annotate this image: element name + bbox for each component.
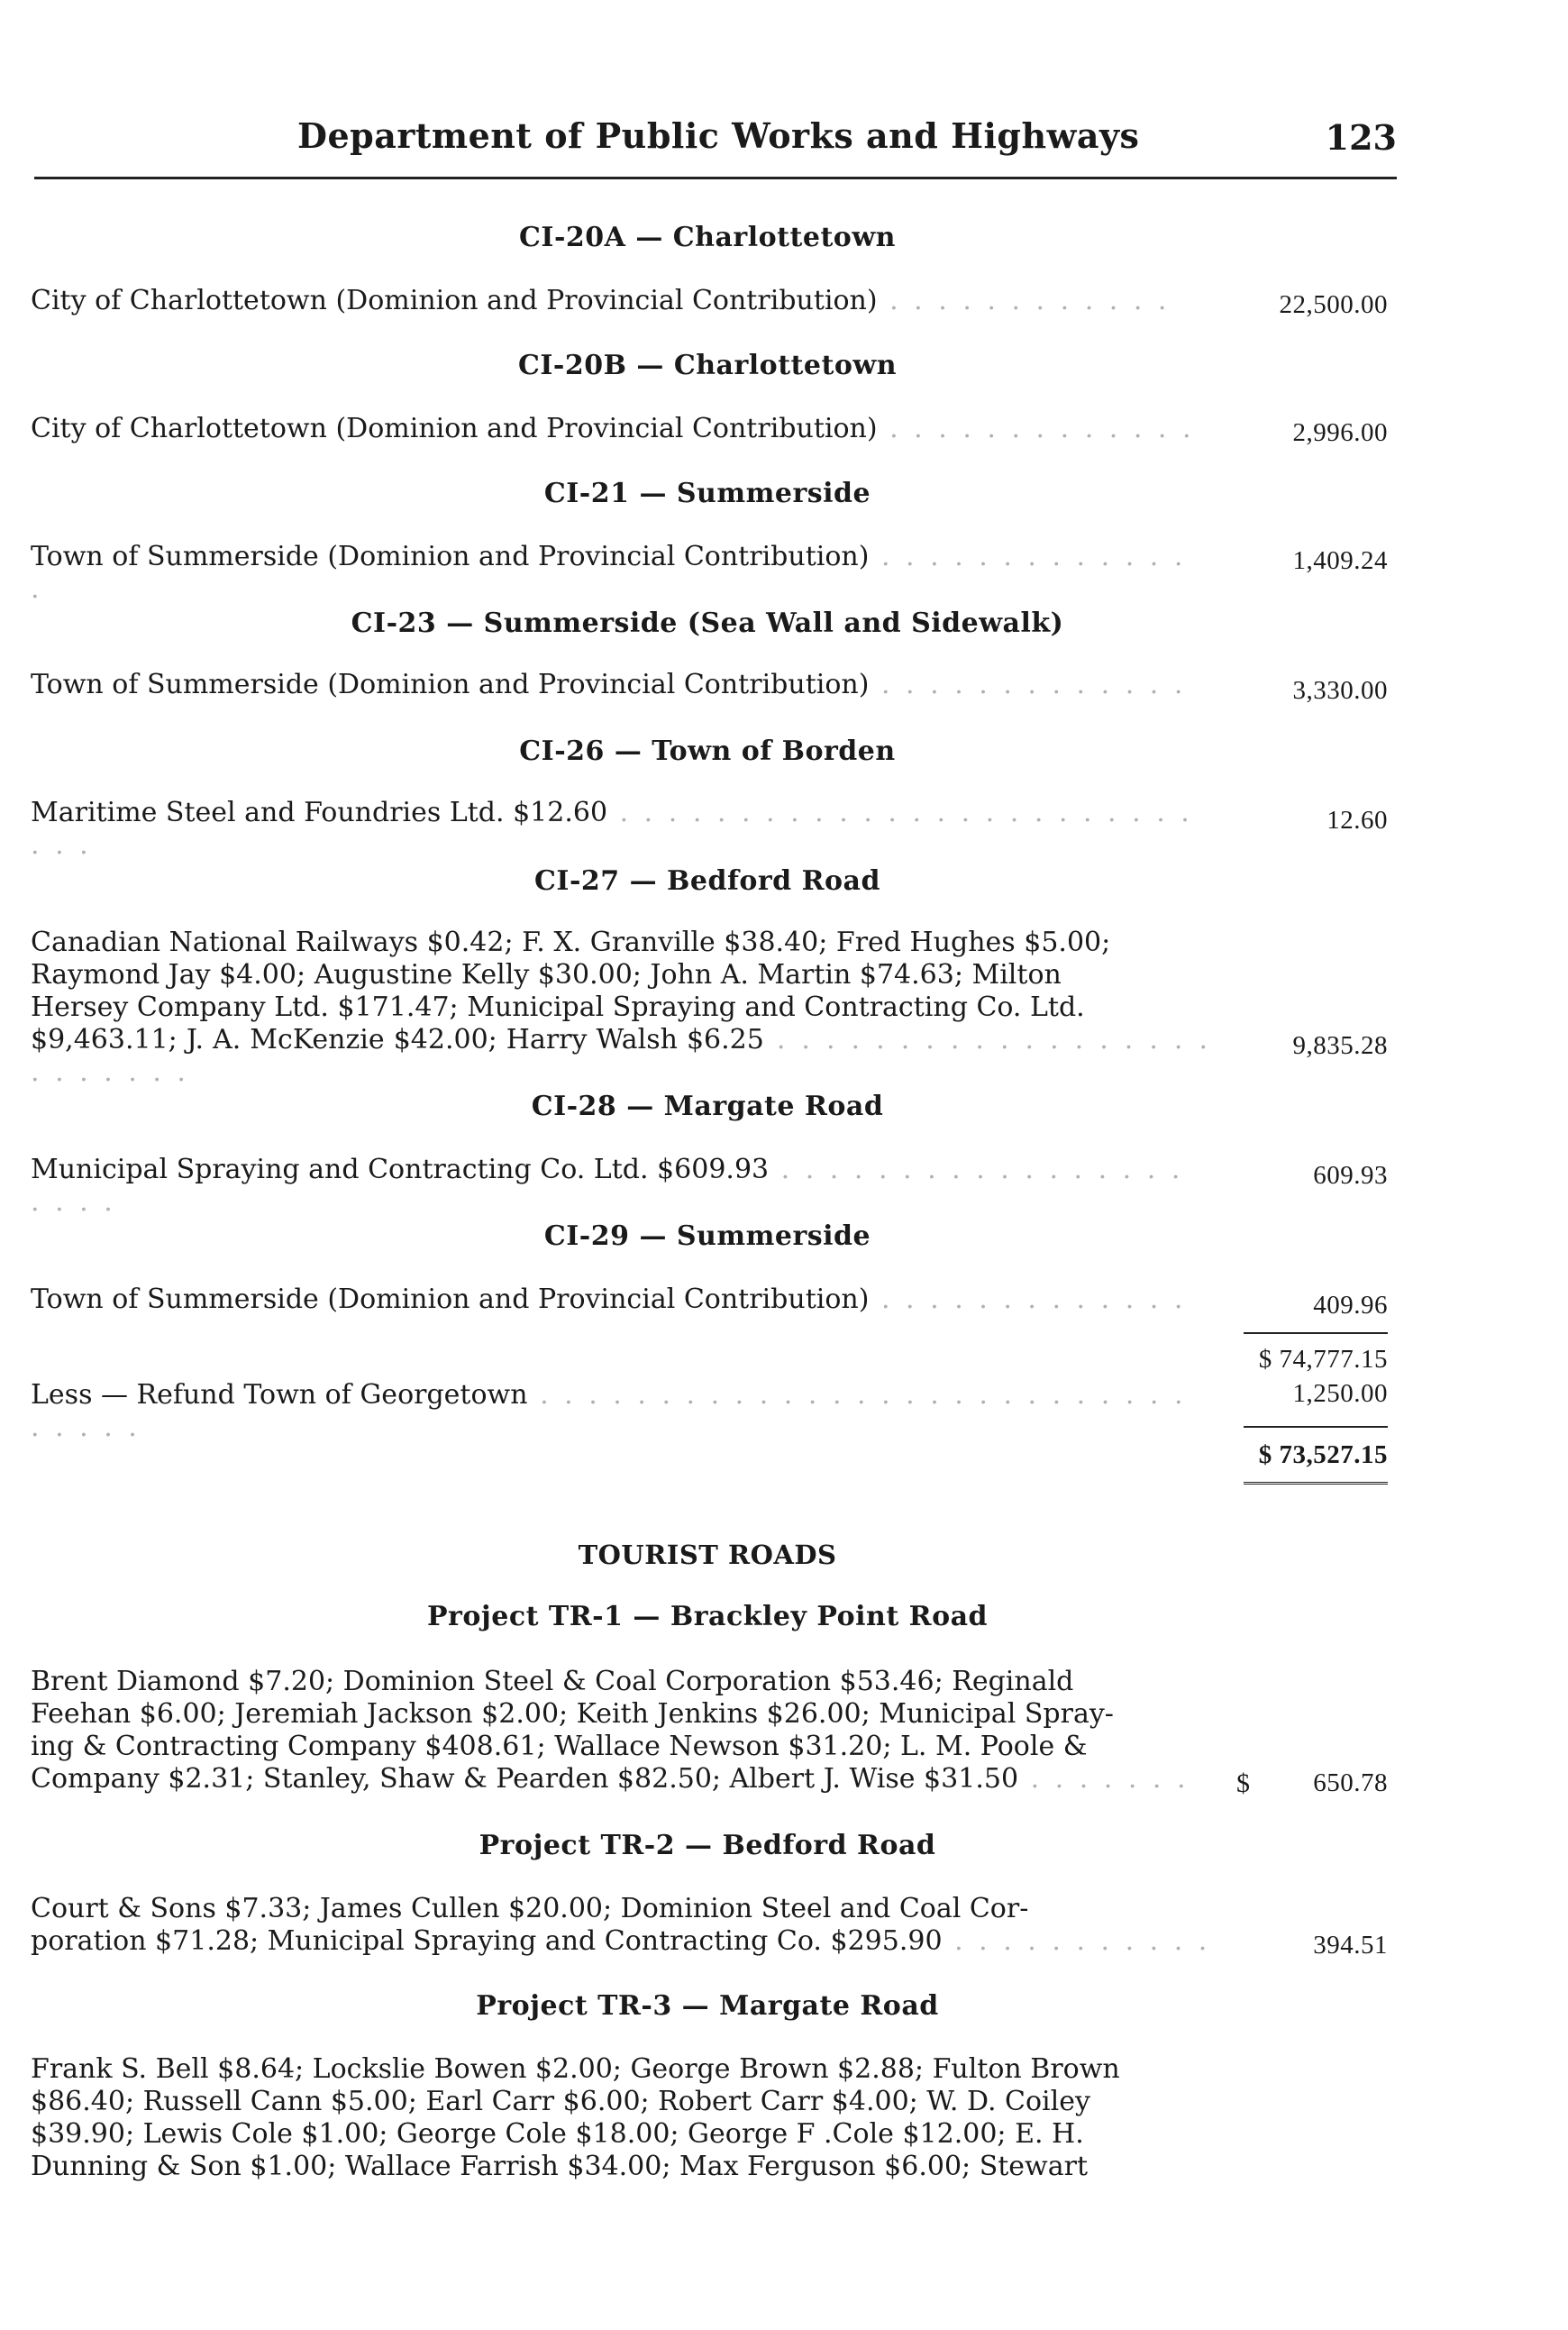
dot-leader: . . . . . . . . . . .: [942, 1925, 1211, 1957]
section-heading-ci-28: CI-28 — Margate Road: [531, 1091, 884, 1122]
entry-text: poration $71.28; Municipal Spraying and Contracting Co. $295.90: [31, 1925, 943, 1957]
amount-tr-2: 394.51: [1313, 1931, 1388, 1960]
dot-leader: . . . . . . . . . . . . . . . . . . . . .: [31, 1154, 1184, 1218]
entry-line: Dunning & Son $1.00; Wallace Farrish $34.00; Max Ferguson $6.00; Stewart: [31, 2151, 1089, 2182]
dot-leader: . . . . . . . . . . . . .: [869, 1284, 1187, 1315]
amount-ci-20b: 2,996.00: [1292, 418, 1388, 447]
amount-ci-20a: 22,500.00: [1279, 290, 1388, 319]
subtotal-amount: $ 74,777.15: [1258, 1345, 1388, 1374]
amount-ci-26: 12.60: [1326, 806, 1388, 835]
total-amount: $ 73,527.15: [1258, 1440, 1388, 1469]
project-heading-tr-2: Project TR-2 — Bedford Road: [479, 1830, 936, 1861]
page-header: [27, 115, 1397, 169]
amount-ci-27: 9,835.28: [1292, 1031, 1388, 1060]
entry-text: City of Charlottetown (Dominion and Provincial Contribution): [31, 413, 878, 444]
section-heading-ci-26: CI-26 — Town of Borden: [519, 736, 896, 767]
refund-entry: [31, 1379, 1202, 1444]
dollar-sign: $: [1236, 1768, 1250, 1798]
entry-line: Canadian National Railways $0.42; F. X. Granville $38.40; Fred Hughes $5.00;: [31, 927, 1111, 958]
tourist-roads-heading: TOURIST ROADS: [578, 1540, 837, 1570]
entry-text: Town of Summerside (Dominion and Provincial Contribution): [31, 1284, 870, 1315]
entry-text: Company $2.31; Stanley, Shaw & Pearden $82.50; Albert J. Wise $31.50: [31, 1763, 1019, 1795]
section-heading-ci-21: CI-21 — Summerside: [543, 478, 871, 509]
section-heading-ci-27: CI-27 — Bedford Road: [534, 865, 880, 897]
entry-line: Feehan $6.00; Jeremiah Jackson $2.00; Keith Jenkins $26.00; Municipal Spray-: [31, 1698, 1114, 1730]
entry-text: Municipal Spraying and Contracting Co. Ltd. $609.93: [31, 1154, 770, 1185]
entry-text: Maritime Steel and Foundries Ltd. $12.60: [31, 797, 608, 828]
section-heading-ci-23: CI-23 — Summerside (Sea Wall and Sidewalk): [351, 608, 1064, 639]
entry-line: [31, 1024, 1211, 1089]
entry-line: Frank S. Bell $8.64; Lockslie Bowen $2.00; George Brown $2.88; Fulton Brown: [31, 2053, 1120, 2085]
dot-leader: . . . . . . . . . . . . .: [869, 669, 1187, 700]
entry-text: Town of Summerside (Dominion and Provincial Contribution): [31, 541, 870, 572]
section-heading-ci-29: CI-29 — Summerside: [543, 1220, 871, 1252]
amount-ci-28: 609.93: [1313, 1161, 1388, 1190]
entry-text: $9,463.11; J. A. McKenzie $42.00; Harry Walsh $6.25: [31, 1024, 764, 1055]
dot-leader: . . . . . . . . . . . . . .: [31, 541, 1187, 605]
refund-label: Less — Refund Town of Georgetown: [31, 1379, 528, 1411]
entry-line: Court & Sons $7.33; James Cullen $20.00; Dominion Steel and Coal Cor-: [31, 1893, 1029, 1924]
total-rule: [1244, 1426, 1388, 1428]
project-heading-tr-1: Project TR-1 — Brackley Point Road: [427, 1601, 988, 1632]
entry-ci-28: [31, 1154, 1202, 1219]
entry-tr-1: [31, 1666, 1211, 1795]
entry-ci-26: [31, 797, 1202, 862]
amount-ci-29: 409.96: [1313, 1291, 1388, 1320]
amount-ci-23: 3,330.00: [1292, 676, 1388, 705]
subtotal-rule: [1244, 1332, 1388, 1334]
entry-line: $39.90; Lewis Cole $1.00; George Cole $18.00; George F .Cole $12.00; E. H.: [31, 2118, 1084, 2150]
entry-ci-27: [31, 927, 1211, 1089]
entry-line: [31, 1925, 1211, 1958]
entry-line: ing & Contracting Company $408.61; Wallace Newson $31.20; L. M. Poole &: [31, 1731, 1088, 1762]
page-number: 123: [1325, 117, 1397, 158]
entry-line: [31, 1763, 1211, 1795]
dot-leader: . . . . . . . . . . . . . . . . . . . . . . . . .: [31, 1024, 1211, 1088]
dot-leader: . . . . . . .: [1018, 1763, 1190, 1795]
entry-ci-29: [31, 1284, 1202, 1316]
project-heading-tr-3: Project TR-3 — Margate Road: [476, 1990, 939, 2022]
dot-leader: . . . . . . . . . . . .: [877, 285, 1171, 316]
amount-ci-21: 1,409.24: [1292, 546, 1388, 575]
header-rule: [34, 177, 1397, 179]
entry-ci-20a: [31, 285, 1202, 317]
entry-ci-23: [31, 669, 1202, 701]
entry-line: Brent Diamond $7.20; Dominion Steel & Coal Corporation $53.46; Reginald: [31, 1666, 1074, 1697]
section-heading-ci-20a: CI-20A — Charlottetown: [519, 222, 896, 253]
entry-tr-2: [31, 1893, 1211, 1958]
entry-text: City of Charlottetown (Dominion and Provincial Contribution): [31, 285, 878, 316]
entry-tr-3: [31, 2053, 1211, 2183]
entry-line: $86.40; Russell Cann $5.00; Earl Carr $6.00; Robert Carr $4.00; W. D. Coiley: [31, 2086, 1090, 2117]
dot-leader: . . . . . . . . . . . . . . . . . . . . . . . . . . .: [31, 797, 1193, 861]
total-double-rule: [1244, 1482, 1388, 1487]
dot-leader: . . . . . . . . . . . . .: [877, 413, 1195, 444]
dot-leader: . . . . . . . . . . . . . . . . . . . . . . . . . . . . . . . .: [31, 1379, 1187, 1443]
entry-text: Town of Summerside (Dominion and Provincial Contribution): [31, 669, 870, 700]
entry-line: Hersey Company Ltd. $171.47; Municipal Spraying and Contracting Co. Ltd.: [31, 991, 1085, 1023]
entry-ci-21: [31, 541, 1202, 606]
refund-amount: 1,250.00: [1292, 1379, 1388, 1408]
entry-ci-20b: [31, 413, 1202, 445]
entry-line: Raymond Jay $4.00; Augustine Kelly $30.00; John A. Martin $74.63; Milton: [31, 959, 1062, 991]
amount-tr-1: 650.78: [1313, 1768, 1388, 1797]
section-heading-ci-20b: CI-20B — Charlottetown: [518, 350, 897, 381]
running-title: Department of Public Works and Highways: [297, 115, 1140, 156]
